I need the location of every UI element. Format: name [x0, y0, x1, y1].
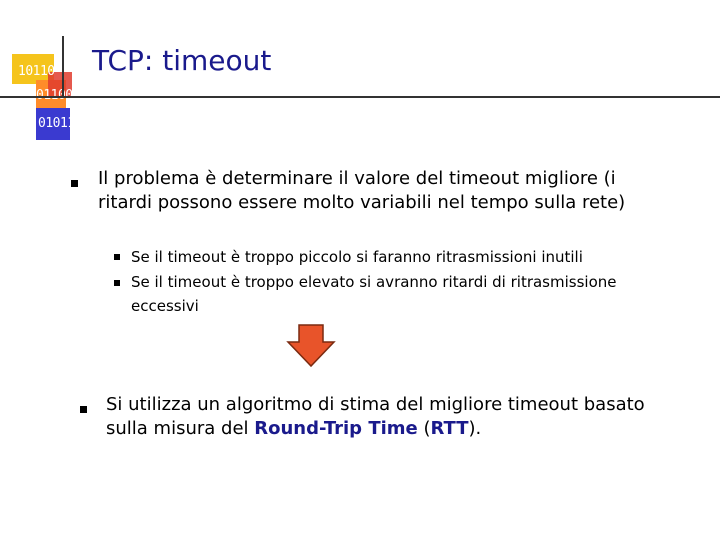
bullet-text-prefix: Si utilizza un algoritmo di stima del migliore timeout basato sulla misura del — [106, 394, 645, 439]
term-round-trip-time: Round-Trip Time — [254, 418, 418, 439]
term-rtt: RTT — [430, 418, 469, 439]
title-horizontal-rule — [0, 96, 720, 98]
bullet-marker — [71, 180, 78, 187]
logo-text-3: 01011 — [38, 116, 75, 131]
logo-text-1: 10110 — [18, 64, 55, 79]
slide-title: TCP: timeout — [92, 44, 272, 77]
bullet-text: Il problema è determinare il valore del timeout migliore (i ritardi possono essere molto variabili nel tempo sulla rete) — [98, 168, 626, 213]
subbullet-text: Se il timeout è troppo elevato si avranno ritardi di ritrasmissione eccessivi — [131, 273, 617, 315]
paren-open: ( — [417, 418, 431, 439]
bullet-marker — [80, 406, 87, 413]
title-vertical-rule — [62, 36, 64, 98]
paren-close: ). — [468, 418, 482, 439]
subbullet-text: Se il timeout è troppo piccolo si faranno ritrasmissioni inutili — [131, 248, 583, 266]
subbullet-marker — [114, 254, 120, 260]
subbullet-marker — [114, 280, 120, 286]
logo — [0, 0, 90, 140]
bullet-text-rtt — [106, 393, 666, 441]
down-arrow-icon — [286, 324, 336, 368]
